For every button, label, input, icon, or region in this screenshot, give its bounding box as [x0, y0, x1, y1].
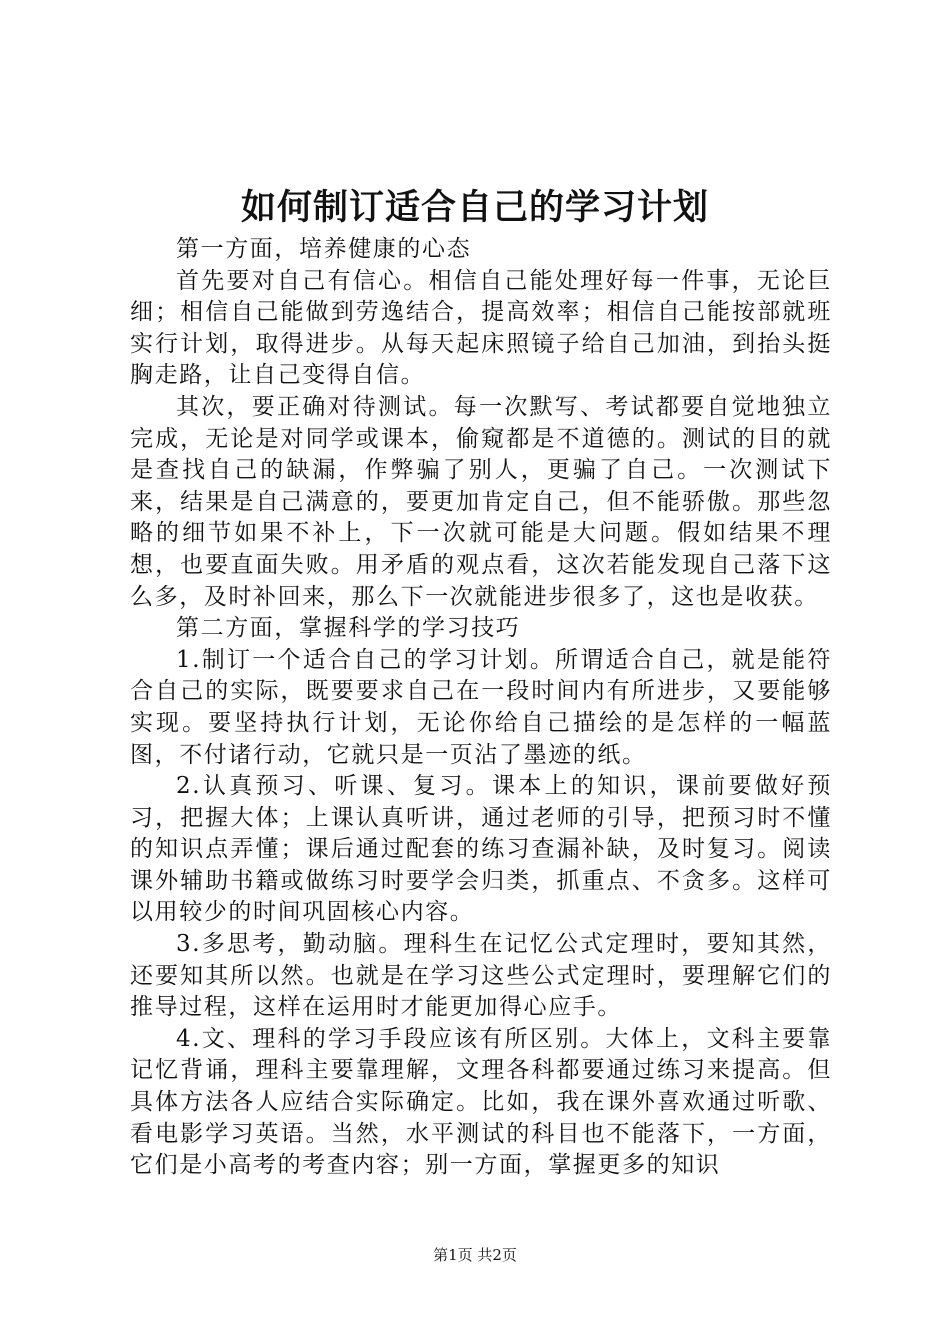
page-indicator: 第1页 共2页 [433, 1246, 517, 1264]
paragraph-item-1: 1.制订一个适合自己的学习计划。所谓适合自己，就是能符合自己的实际，既要要求自己在一段时间内有所进步，又要能够实现。要坚持执行计划，无论你给自己描绘的是怎样的一幅蓝图，不付诸行动，它就只是一页沾了墨迹的纸。 [130, 646, 832, 768]
page-title: 如何制订适合自己的学习计划 [240, 187, 709, 228]
paragraph-item-2: 2.认真预习、听课、复习。课本上的知识，课前要做好预习，把握大体；上课认真听讲，通过老师的引导，把预习时不懂的知识点弄懂；课后通过配套的练习查漏补缺，及时复习。阅读课外辅助书籍或做练习时要学会归类，抓重点、不贪多。这样可以用较少的时间巩固核心内容。 [130, 773, 832, 926]
paragraph-item-3: 3.多思考，勤动脑。理科生在记忆公式定理时，要知其然，还要知其所以然。也就是在学习这些公式定理时，要理解它们的推导过程，这样在运用时才能更加得心应手。 [130, 931, 832, 1021]
section-heading-mindset: 第一方面，培养健康的心态 [176, 236, 472, 262]
paragraph-confidence: 首先要对自己有信心。相信自己能处理好每一件事，无论巨细；相信自己能做到劳逸结合，提高效率；相信自己能按部就班实行计划，取得进步。从每天起床照镜子给自己加油，到抬头挺胸走路，让自己变得自信。 [130, 267, 832, 389]
section-heading-skills: 第二方面，掌握科学的学习技巧 [176, 615, 521, 642]
paragraph-tests: 其次，要正确对待测试。每一次默写、考试都要自觉地独立完成，无论是对同学或课本，偷窥都是不道德的。测试的目的就是查找自己的缺漏，作弊骗了别人，更骗了自己。一次测试下来，结果是自己满意的，要更加肯定自己，但不能骄傲。那些忽略的细节如果不补上，下一次就可能是大问题。假如结果不理想，也要直面失败。用矛盾的观点看，这次若能发现自己落下这么多，及时补回来，那么下一次就能进步很多了，这也是收获。 [130, 393, 832, 610]
document-body [130, 234, 832, 1182]
paragraph-item-4: 4.文、理科的学习手段应该有所区别。大体上，文科主要靠记忆背诵，理科主要靠理解，文理各科都要通过练习来提高。但具体方法各人应结合实际确定。比如，我在课外喜欢通过听歌、看电影学习英语。当然，水平测试的科目也不能落下，一方面，它们是小高考的考查内容；别一方面，掌握更多的知识 [130, 1025, 832, 1179]
